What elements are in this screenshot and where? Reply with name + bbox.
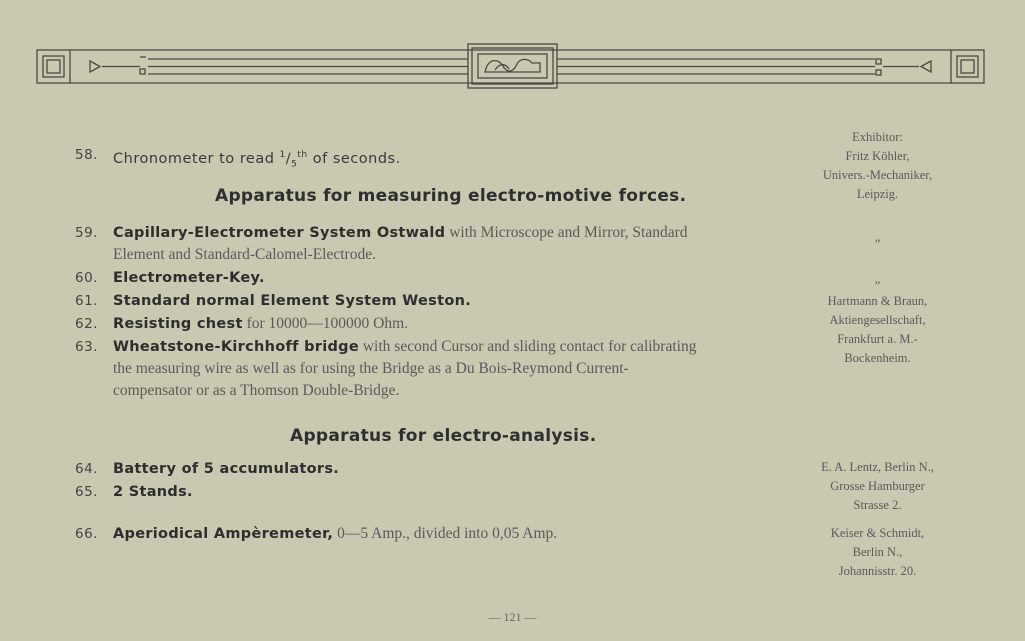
entry-58 [113,144,785,176]
entry-66 [113,523,785,545]
exhibitor-block [800,292,955,368]
exhibitor-name: Fritz Köhler, [845,149,910,163]
exhibitor-city: Berlin N., [852,545,903,559]
item-description: with Microscope and Mirror, Standard [445,224,688,241]
entry-number: 62. [75,316,98,332]
entry-63 [113,336,785,402]
item-name: Standard normal Element System Weston. [113,293,472,309]
exhibitor-line: Johannisstr. 20. [838,564,917,578]
section-heading: Apparatus for measuring electro-motive forces. [215,186,687,206]
page-number: — 121 — [488,610,537,624]
item-name: Wheatstone-Kirchhoff bridge [113,339,359,355]
ditto-mark: „ [874,230,881,244]
ditto-mark: „ [874,272,881,286]
item-name: Capillary-Electrometer System Ostwald [113,225,446,241]
entry-62 [113,313,785,335]
fraction-slash: / [285,150,292,167]
entry-text: Chronometer to read [113,150,280,167]
item-description: compensator or as a Thomson Double-Bridge. [113,382,400,399]
exhibitor-name: Keiser & Schmidt, [830,526,925,540]
exhibitor-name: E. A. Lentz, Berlin N., [821,460,934,474]
section-heading: Apparatus for electro-analysis. [290,426,597,446]
exhibitor-line: Aktiengesellschaft, [829,313,926,327]
exhibitor-line: Strasse 2. [853,498,902,512]
entry-65 [113,481,785,503]
entry-64 [113,458,785,480]
entry-61 [113,290,785,312]
entry-number: 59. [75,225,98,241]
ordinal-suffix: th [297,150,308,160]
exhibitor-line: Grosse Hamburger [830,479,925,493]
item-name: Aperiodical Ampèremeter, [113,526,334,542]
entry-number: 61. [75,293,98,309]
item-description: 0—5 Amp., divided into 0,05 Amp. [333,525,558,542]
exhibitor-block [800,458,955,515]
entry-number: 65. [75,484,98,500]
exhibitor-line: Frankfurt a. M.- [837,332,918,346]
exhibitor-name: Hartmann & Braun, [827,294,928,308]
item-name: Battery of 5 accumulators. [113,461,340,477]
entry-59 [113,222,785,266]
entry-number: 58. [75,147,98,163]
item-description: with second Cursor and sliding contact for calibrating [358,338,697,355]
exhibitor-line: Univers.-Mechaniker, [822,168,933,182]
entry-number: 66. [75,526,98,542]
fraction-numerator: 1 [279,150,286,160]
exhibitor-label: Exhibitor: [852,130,903,144]
exhibitor-block [800,524,955,581]
item-name: Electrometer-Key. [113,270,265,286]
fraction-denominator: 5 [291,159,298,170]
entry-60 [113,267,785,289]
item-description: Element and Standard-Calomel-Electrode. [113,246,376,263]
item-description: the measuring wire as well as for using the Bridge as a Du Bois-Reymond Current- [113,360,629,377]
entry-number: 63. [75,339,98,355]
item-name: 2 Stands. [113,484,193,500]
exhibitor-city: Bockenheim. [844,351,911,365]
item-description: for 10000—100000 Ohm. [242,315,409,332]
entry-text: of seconds. [307,150,401,167]
exhibitor-city: Leipzig. [856,187,899,201]
entry-number: 64. [75,461,98,477]
art-nouveau-border-icon [0,0,1025,100]
exhibitor-block [800,128,955,204]
item-name: Resisting chest [113,316,243,332]
entry-number: 60. [75,270,98,286]
